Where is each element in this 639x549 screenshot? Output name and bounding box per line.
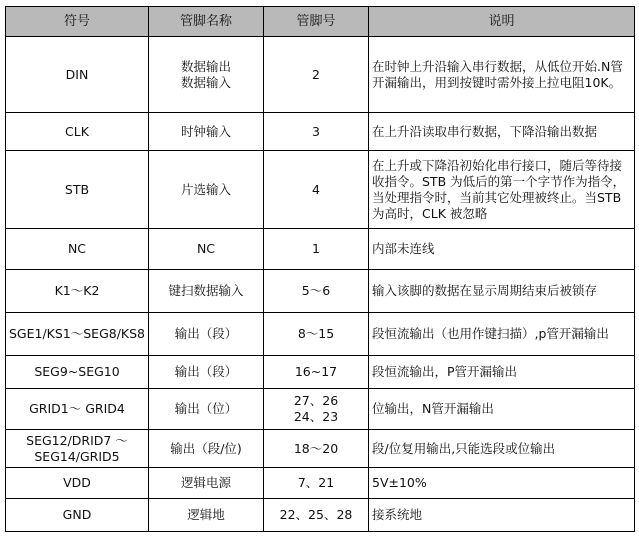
row-pin-number: 2: [264, 37, 369, 113]
row-pin-number: 5～6: [264, 270, 369, 313]
row-description: 输入该脚的数据在显示周期结束后被锁存: [369, 270, 635, 313]
table-row: [6, 229, 635, 270]
row-pin-number: 22、25、28: [264, 499, 369, 532]
row-description: 接系统地: [369, 499, 635, 532]
row-pin-name: 输出（位）: [149, 389, 264, 430]
row-pin-number: 8～15: [264, 313, 369, 356]
header-pin-name: 管脚名称: [149, 7, 264, 37]
row-description: 段恒流输出，P管开漏输出: [369, 356, 635, 389]
row-pin-number: 18～20: [264, 430, 369, 468]
table-row: [6, 313, 635, 356]
row-description: 5V±10%: [369, 468, 635, 499]
row-symbol: NC: [6, 229, 149, 270]
row-description: 段恒流输出（也用作键扫描）,p管开漏输出: [369, 313, 635, 356]
row-symbol: GND: [6, 499, 149, 532]
row-symbol: K1～K2: [6, 270, 149, 313]
row-pin-name: 数据输出 数据输入: [149, 37, 264, 113]
row-pin-name: 键扫数据输入: [149, 270, 264, 313]
row-description: 位输出，N管开漏输出: [369, 389, 635, 430]
pin-description-table: [5, 6, 635, 532]
row-pin-number: 4: [264, 151, 369, 229]
table-row: [6, 270, 635, 313]
header-description: 说明: [369, 7, 635, 37]
row-symbol: SGE1/KS1～SEG8/KS8: [6, 313, 149, 356]
row-description: 在上升或下降沿初始化串行接口，随后等待接收指令。STB 为低后的第一个字节作为指令，当处理指令时，当前其它处理被终止。当STB 为高时，CLK 被忽略: [369, 151, 635, 229]
table-row: [6, 389, 635, 430]
row-pin-number: 3: [264, 113, 369, 151]
table-row: [6, 151, 635, 229]
row-symbol: DIN: [6, 37, 149, 113]
row-description: 内部未连线: [369, 229, 635, 270]
table-row: [6, 468, 635, 499]
row-pin-name: 输出（段/位): [149, 430, 264, 468]
row-pin-number: 16~17: [264, 356, 369, 389]
header-symbol: 符号: [6, 7, 149, 37]
table-row: [6, 356, 635, 389]
table-row: [6, 37, 635, 113]
row-symbol: SEG9~SEG10: [6, 356, 149, 389]
row-pin-name: 输出（段）: [149, 356, 264, 389]
row-pin-number: 7、21: [264, 468, 369, 499]
row-pin-number: 1: [264, 229, 369, 270]
row-pin-name: 逻辑地: [149, 499, 264, 532]
row-pin-name: 输出（段）: [149, 313, 264, 356]
table-row: [6, 113, 635, 151]
row-description: 在时钟上升沿输入串行数据，从低位开始.N管开漏输出，用到按键时需外接上拉电阻10K。: [369, 37, 635, 113]
row-symbol: STB: [6, 151, 149, 229]
row-symbol: VDD: [6, 468, 149, 499]
row-description: 段/位复用输出,只能选段或位输出: [369, 430, 635, 468]
table-row: [6, 499, 635, 532]
table-row: [6, 430, 635, 468]
row-pin-name: NC: [149, 229, 264, 270]
row-pin-name: 时钟输入: [149, 113, 264, 151]
row-symbol: CLK: [6, 113, 149, 151]
row-pin-number: 27、26 24、23: [264, 389, 369, 430]
header-row: [6, 7, 635, 37]
header-pin-number: 管脚号: [264, 7, 369, 37]
row-symbol: GRID1～ GRID4: [6, 389, 149, 430]
row-description: 在上升沿读取串行数据，下降沿输出数据: [369, 113, 635, 151]
row-pin-name: 逻辑电源: [149, 468, 264, 499]
row-symbol: SEG12/DRID7 ～SEG14/GRID5: [6, 430, 149, 468]
row-pin-name: 片选输入: [149, 151, 264, 229]
